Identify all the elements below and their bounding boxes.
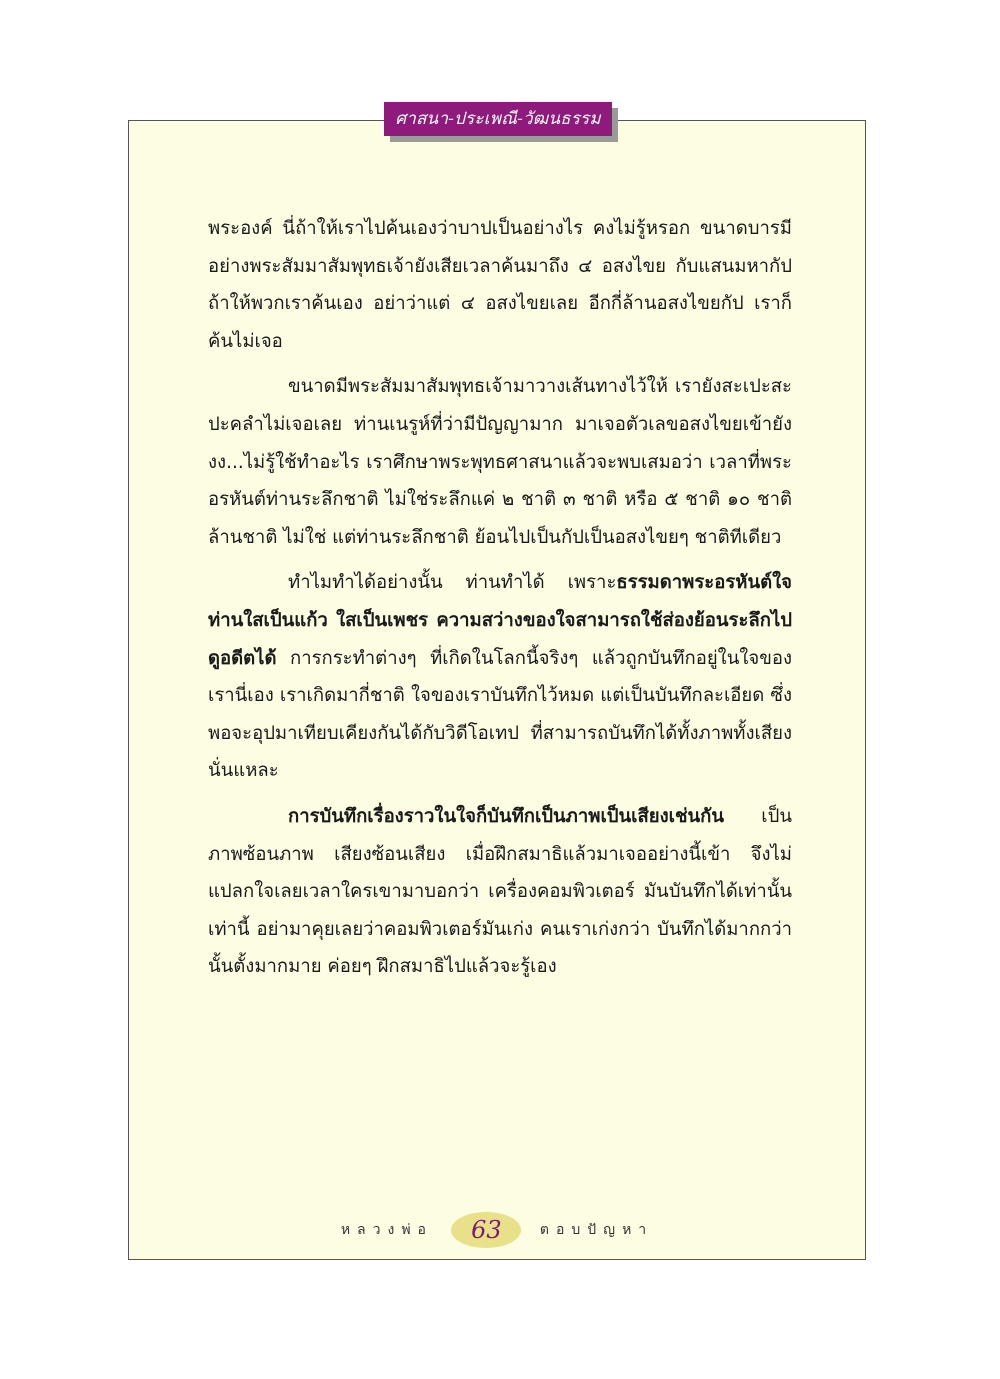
footer-book-title-right: ตอบปัญหา	[539, 1222, 654, 1238]
paragraph-4-rest: เป็นภาพซ้อนภาพ เสียงซ้อนเสียง เมื่อฝึกสมาธิแล้วมาเจออย่างนี้เข้า จึงไม่แปลกใจเลยเวลาใครเขามาบอกว่า เครื่องคอมพิวเตอร์ มันบันทึกได้เท่านั้นเท่านี้ อย่ามาคุยเลยว่าคอมพิวเตอร์มันเก่ง คนเราเก่งกว่า บันทึกได้มากกว่านั้นตั้งมากมาย ค่อยๆ ฝึกสมาธิไปแล้วจะรู้เอง	[208, 805, 792, 978]
paragraph-3-rest: การกระทำต่างๆ ที่เกิดในโลกนี้จริงๆ แล้วถูกบันทึกอยู่ในใจของเรานี่เอง เราเกิดมากี่ชาติ ใจของเราบันทึกไว้หมด แต่เป็นบันทึกละเอียด ซึ่งพอจะอุปมาเทียบเคียงกันได้กับวิดีโอเทป ที่สามารถบันทึกได้ทั้งภาพทั้งเสียงนั่นแหละ	[208, 647, 792, 782]
body-text	[208, 210, 792, 994]
page-footer	[128, 1212, 866, 1252]
paragraph-3-intro: ทำไมทำได้อย่างนั้น ท่านทำได้ เพราะ	[288, 572, 617, 594]
paragraph-4	[208, 798, 792, 986]
paragraph-1: พระองค์ นี่ถ้าให้เราไปค้นเองว่าบาปเป็นอย่างไร คงไม่รู้หรอก ขนาดบารมีอย่างพระสัมมาสัมพุทธเจ้ายังเสียเวลาค้นมาถึง ๔ อสงไขย กับแสนมหากัป ถ้าให้พวกเราค้นเอง อย่าว่าแต่ ๔ อสงไขยเลย อีกกี่ล้านอสงไขยกัป เราก็ค้นไม่เจอ	[208, 218, 792, 352]
paragraph-3-emphasis: ธรรมดาพระอรหันต์ใจท่านใสเป็นแก้ว ใสเป็นเพชร ความสว่างของใจสามารถใช้ส่องย้อนระลึกไปดูอดีตได้	[208, 572, 792, 669]
footer-book-title-left: หลวงพ่อ	[340, 1222, 433, 1238]
page-number: 63	[451, 1212, 521, 1248]
paragraph-4-emphasis: การบันทึกเรื่องราวในใจก็บันทึกเป็นภาพเป็นเสียงเช่นกัน	[288, 805, 725, 827]
section-header-tab: ศาสนา-ประเพณี-วัฒนธรรม	[384, 102, 612, 136]
paragraph-3	[208, 564, 792, 790]
paragraph-2: ขนาดมีพระสัมมาสัมพุทธเจ้ามาวางเส้นทางไว้ให้ เรายังสะเปะสะปะคลำไม่เจอเลย ท่านเนรูห์ที่ว่ามีปัญญามาก มาเจอตัวเลขอสงไขยเข้ายังงง...ไม่รู้ใช้ทำอะไร เราศึกษาพระพุทธศาสนาแล้วจะพบเสมอว่า เวลาที่พระอรหันต์ท่านระลึกชาติ ไม่ใช่ระลึกแค่ ๒ ชาติ ๓ ชาติ หรือ ๕ ชาติ ๑๐ ชาติ ล้านชาติ ไม่ใช่ แต่ท่านระลึกชาติ ย้อนไปเป็นกัปเป็นอสงไขยๆ ชาติทีเดียว	[208, 376, 792, 548]
